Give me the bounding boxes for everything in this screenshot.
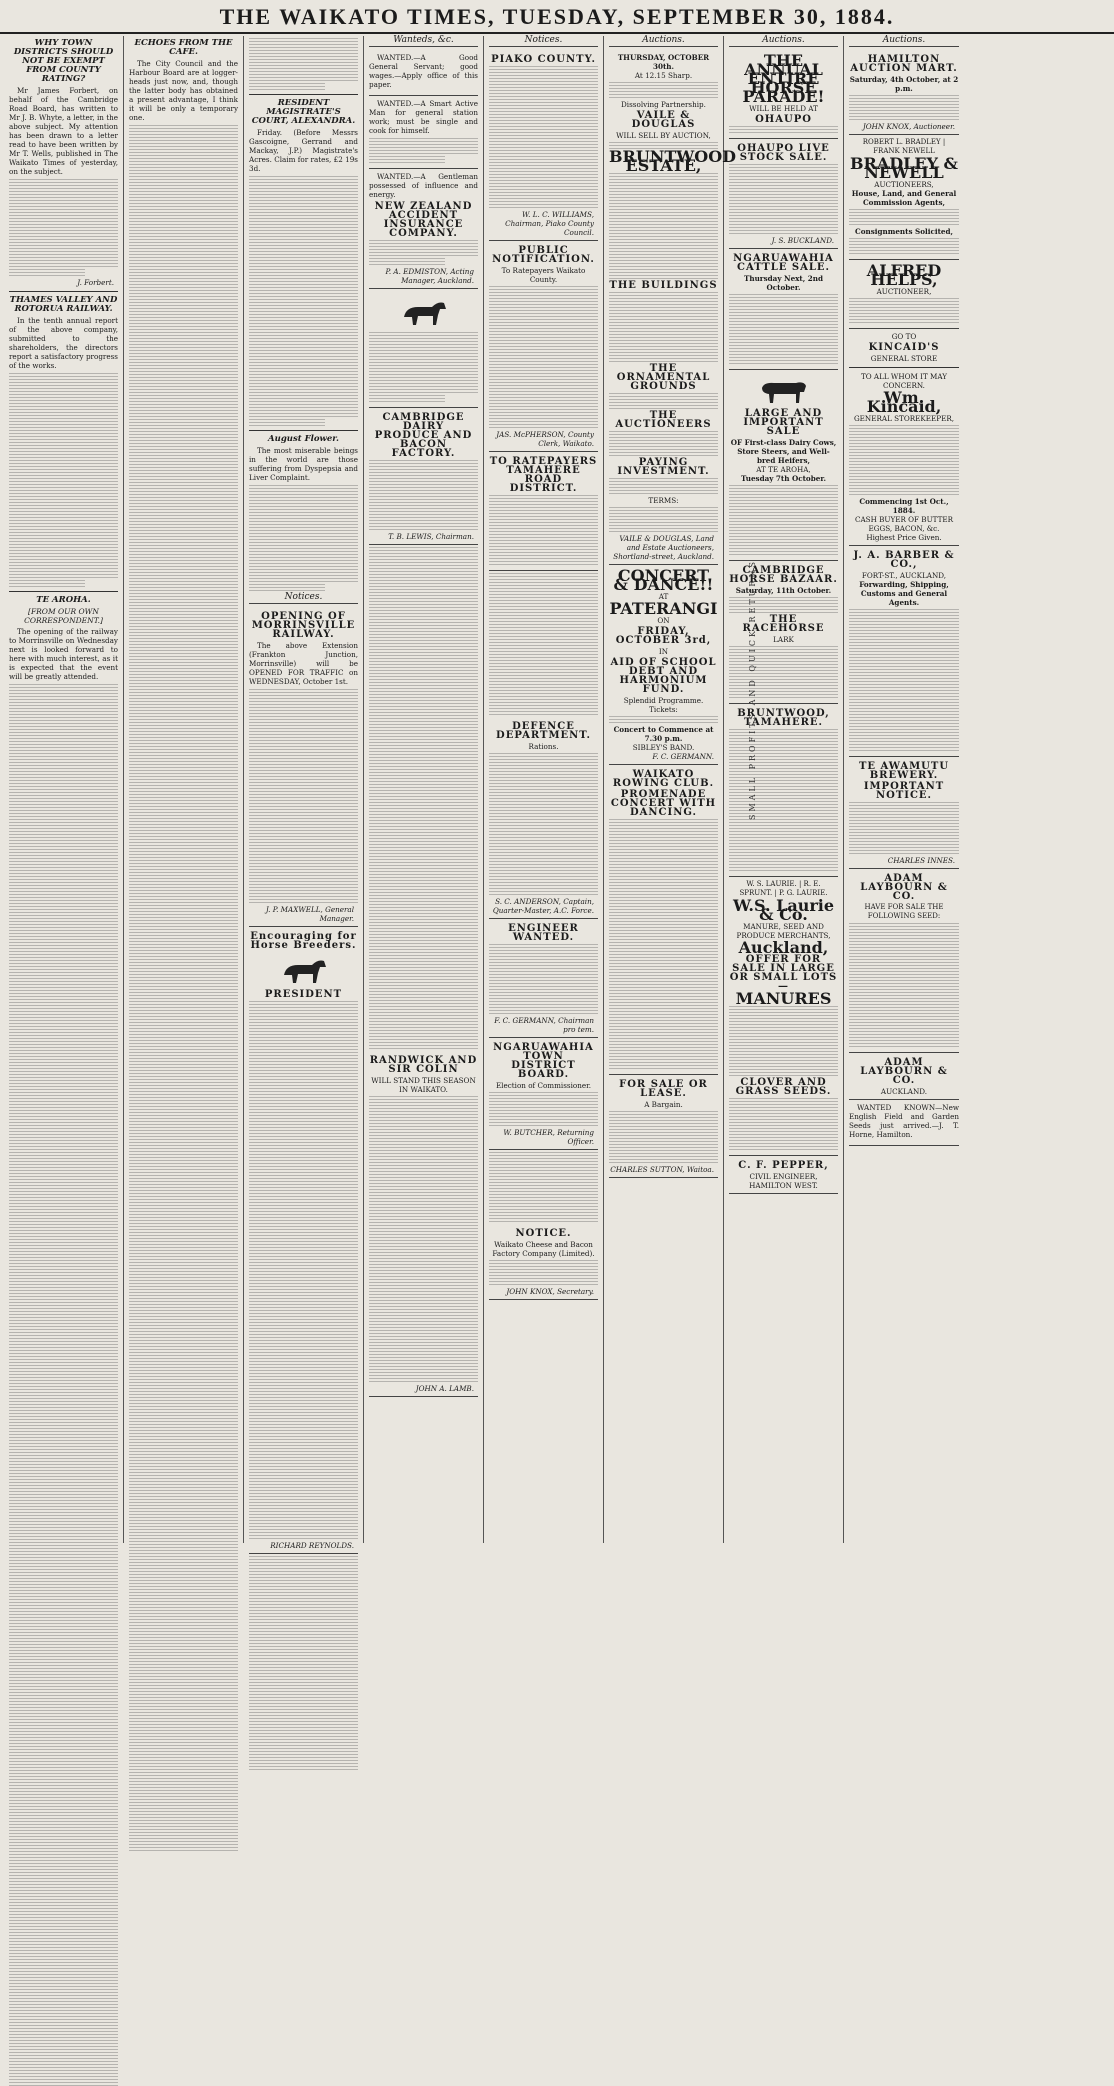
ad-title: CLOVER AND GRASS SEEDS. [735,1077,832,1097]
article-signature: J. Forbert. [77,278,114,287]
ad-subtitle: AUCTIONEER, [876,287,932,296]
ad-line: Highest Price Given. [866,533,942,542]
ad-signature: JOHN KNOX, Auctioneer. [862,122,955,131]
ad-title: ENGINEER WANTED. [508,923,579,943]
ad-title: FOR SALE OR LEASE. [619,1079,708,1099]
concert-date: FRIDAY, OCTOBER 3rd, [615,626,712,646]
column-7 [724,36,844,1543]
ad-subtitle: Dissolving Partnership. [621,100,706,109]
ad-line: IN [658,647,669,656]
article-body: In the tenth annual report of the above company, submitted to the shareholders, the directors report a satisfactory progress of the works. [9,316,118,370]
engineer-ad [489,919,598,1038]
public-notification-ad [489,241,598,452]
ad-title: THE AUCTIONEERS [615,410,712,430]
ad-signature: VAILE & DOUGLAS, Land and Estate Auctioneers, Shortland-street, Auckland. [613,534,714,561]
firm-name: Wm. Kincaid, [866,388,942,416]
ad-line: Commencing 1st Oct., 1884. [859,497,949,515]
ad-subtitle: Rations. [528,742,559,751]
ad-title: PAYING INVESTMENT. [617,457,710,477]
ad-subtitle: OF First-class Dairy Cows, Store Steers, and Well-bred Heifers, [730,438,837,465]
ad-title: DEFENCE DEPARTMENT. [496,721,591,741]
partner-names: ROBERT L. BRADLEY | FRANK NEWELL [862,138,946,155]
auctioneer-firm: VAILE & DOUGLAS [631,110,696,130]
ad-subtitle: HAVE FOR SALE THE FOLLOWING SEED: [864,903,944,920]
ad-subtitle: CIVIL ENGINEER, HAMILTON WEST. [749,1172,818,1190]
columns [0,34,1114,1550]
ad-title: LARGE AND IMPORTANT SALE [743,408,824,437]
article-title: ECHOES FROM THE CAFE. [134,38,233,57]
ad-title: AID OF SCHOOL DEBT AND HARMONIUM FUND. [610,657,717,695]
ad-subtitle: Election of Commissioner. [495,1081,592,1090]
ad-title: NGARUAWAHIA CATTLE SALE. [733,253,834,273]
article-title: WHY TOWN DISTRICTS SHOULD NOT BE EXEMPT FROM COUNTY RATING? [13,38,114,84]
article-title: THAMES VALLEY AND ROTORUA RAILWAY. [9,295,118,314]
ad-line: CASH BUYER OF BUTTER EGGS, BACON, &c. [854,515,954,533]
ad-title: NOTICE. [515,1228,572,1239]
ad-subtitle: WILL STAND THIS SEASON IN WAIKATO. [371,1076,476,1094]
ad-subtitle: Thursday Next, 2nd October. [744,274,823,292]
cattle-icon [756,376,812,406]
ad-line: WILL BE HELD AT [749,104,818,113]
section-heading: Wanteds, &c. [369,36,478,47]
article-body: Friday. (Before Messrs Gascoigne, Gerrand and Mackay, J.P.) Magistrate's Acres. Claim for rates, £2 19s 3d. [249,128,358,173]
article-body: The opening of the railway to Morrinsville on Wednesday next is looked forward to here with much interest, as it is expected that the event will be greatly attended. [9,627,118,681]
ad-signature: CHARLES SUTTON, Waitoa. [610,1165,714,1174]
horse-icon [396,295,452,329]
cheese-ad [489,1224,598,1300]
ngaruawahia-sale-ad [729,249,838,370]
ad-title: THE BUILDINGS [609,280,718,291]
wanted-ad [369,96,478,169]
ad-line: TO ALL WHOM IT MAY CONCERN. [860,372,948,390]
ad-title: TE AWAMUTU BREWERY. [858,761,950,781]
ad-subtitle: Waikato Cheese and Bacon Factory Company (Limited). [492,1240,595,1258]
ad-body: WANTED KNOWN—New English Field and Garden Seeds just arrived.—J. T. Horne, Hamilton. [849,1103,959,1139]
wanted-known-ad [849,1100,959,1146]
barber-ad [849,546,959,757]
ad-line: Forwarding, Shipping, Customs and General Agents. [859,580,949,607]
helps-ad [849,260,959,329]
ad-body: WANTED.—A Good General Servant; good wages.—Apply office of this paper. [369,53,478,89]
ad-signature: JAS. McPHERSON, County Clerk, Waikato. [496,430,594,448]
firm-name: BRADLEY & NEWELL [850,154,958,182]
column-1 [4,36,124,1543]
defence-ad [489,717,598,919]
ad-signature: RICHARD REYNOLDS. [270,1541,354,1550]
column-2 [124,36,244,1543]
sale-ad [609,1075,718,1178]
ad-body: WANTED.—A Smart Active Man for general station work; must be single and cook for himself. [369,99,478,135]
stallion-ad [369,289,478,408]
estate-title: BRUNTWOOD ESTATE, [609,147,737,175]
stallion-name: PRESIDENT [264,989,343,1000]
store-name: KINCAID'S [868,342,940,353]
ad-signature: JOHN A. LAMB. [415,1384,474,1393]
column-6 [604,35,737,1543]
firm-name: W.S. Laurie & Co. [732,896,835,924]
ad-subtitle: PROMENADE CONCERT WITH DANCING. [610,789,717,818]
ad-line: MANURE, SEED AND PRODUCE MERCHANTS, [736,922,831,940]
ad-title: NGARUAWAHIA TOWN DISTRICT BOARD. [493,1042,594,1080]
laybourn-ad-2 [849,1053,959,1100]
tamahere-ad [489,452,598,571]
wanted-ad [369,50,478,96]
section-heading: Auctions. [729,36,838,47]
large-sale-ad [729,370,838,561]
auction-date: THURSDAY, OCTOBER 30th. [617,53,710,71]
randwick-ad [369,1051,478,1397]
breeders-ad [249,927,358,1554]
concert-ad [609,565,718,765]
ad-line: WILL SELL BY AUCTION, [616,131,711,140]
article-subtitle: [FROM OUR OWN CORRESPONDENT.] [24,607,103,625]
ad-title: WAIKATO ROWING CLUB. [612,769,715,789]
ad-line: Tickets: [649,705,678,714]
article-body: The most miserable beings in the world are those suffering from Dyspepsia and Liver Complaint. [249,446,358,482]
ad-title: C. F. PEPPER, [738,1160,829,1171]
ad-line: House, Land, and General Commission Agents, [851,189,957,207]
article-body: Mr James Forbert, on behalf of the Cambridge Road Board, has written to Mr J. B. Whyte, a letter, in the above subject. My attention has been drawn to a letter read to have been written by Mr T. Wells, published in The Waikato Times of yesterday, on the subject. [9,86,118,176]
ad-line: GENERAL STOREKEEPER, [853,414,955,423]
concert-place: PATERANGI [609,599,718,618]
ad-title: Encouraging for Horse Breeders. [250,931,357,951]
horse-name: LARK [773,635,794,644]
column-3 [244,36,364,1550]
ad-title: CAMBRIDGE HORSE BAZAAR. [729,565,838,585]
ad-line: Consignments Solicited, [854,227,953,236]
ad-title: PIAKO COUNTY. [491,54,596,65]
ad-title: CAMBRIDGE DAIRY PRODUCE AND BACON FACTORY. [374,412,473,459]
auction-time: At 12.15 Sharp. [634,71,693,80]
ad-body: The above Extension (Frankton Junction, Morrinsville) will be OPENED FOR TRAFFIC on WEDNESDAY, October 1st. [249,641,358,686]
article-title: RESIDENT MAGISTRATE'S COURT, ALEXANDRA. [251,98,356,126]
ad-title: RANDWICK AND SIR COLIN [369,1055,478,1075]
ad-line: AT TE AROHA, [756,465,811,474]
masthead-title: THE WAIKATO TIMES, TUESDAY, SEPTEMBER 30, 1884. [0,0,1114,34]
kincaid-ad [849,329,959,546]
ad-title: THE ORNAMENTAL GROUNDS [616,363,711,392]
ad-line: AT [658,592,669,601]
pepper-ad [729,1156,838,1194]
ngaruawahia-ad [489,1038,598,1150]
section-heading: Auctions. [609,36,718,47]
ad-title: J. A. BARBER & CO., [853,550,955,570]
ad-title: ALFRED HELPS, [866,261,942,289]
ad-line: GO TO [891,332,917,341]
bruntwood-ad [729,704,838,877]
parade-ad [729,50,838,139]
brewery-ad [849,757,959,869]
ad-subtitle: IMPORTANT NOTICE. [863,781,945,801]
ad-line: OFFER FOR SALE IN LARGE OR SMALL LOTS— [729,954,838,992]
column-5 [484,36,604,1543]
horse-icon [276,953,332,987]
ad-body: WANTED.—A Gentleman possessed of influence and energy. [369,172,478,199]
concert-title: CONCERT & DANCE!! [613,566,714,594]
bazaar-ad [729,561,838,704]
railway-ad [249,607,358,927]
column-8 [844,36,964,1543]
ad-title: ADAM LAYBOURN & CO. [860,873,948,902]
dairy-ad [369,408,478,545]
ad-title: ADAM LAYBOURN & CO. [860,1057,948,1086]
ad-line: TERMS: [648,496,679,505]
section-heading: Auctions. [849,36,959,47]
ad-signature: F. C. GERMANN, Chairman pro tem. [494,1016,594,1034]
bradley-ad [849,135,959,260]
ad-signature: J. S. BUCKLAND. [771,236,834,245]
ad-title: HAMILTON AUCTION MART. [850,54,958,74]
ad-signature: T. B. LEWIS, Chairman. [388,532,474,541]
ad-signature: F. C. GERMANN. [652,752,714,761]
ad-title: BRUNTWOOD, TAMAHERE. [737,708,830,728]
ad-title: OHAUPO LIVE STOCK SALE. [737,143,830,163]
ad-line: ON [657,616,670,625]
laybourn-ad [849,869,959,1053]
ad-signature: CHARLES INNES. [887,856,955,865]
section-heading: Notices. [249,593,358,604]
ad-line: AUCTIONEERS, [874,180,934,189]
ad-title: PUBLIC NOTIFICATION. [492,245,595,265]
ad-line: SIBLEY'S BAND. [632,743,695,752]
ad-title: OPENING OF MORRINSVILLE RAILWAY. [251,611,356,640]
ad-signature: P. A. EDMISTON, Acting Manager, Auckland. [385,267,474,285]
ad-subtitle: Saturday, 11th October. [735,586,832,595]
rowing-ad [609,765,718,1075]
ad-line: OHAUPO [755,114,812,125]
ad-subtitle: A Bargain. [644,1100,683,1109]
ohaupo-ad [729,139,838,249]
partner-names: W. S. LAURIE. | R. E. SPRUNT. | P. G. LAURIE. [739,880,828,897]
section-heading: Notices. [489,36,598,47]
ad-line: Concert to Commence at 7.30 p.m. [613,725,714,743]
piako-ad [489,50,598,241]
article-title: TE AROHA. [36,595,91,605]
column-4 [364,36,484,1543]
laurie-ad [729,877,838,1156]
wanted-ad [369,169,478,289]
vaile-ad [609,50,737,565]
ad-signature: W. BUTCHER, Returning Officer. [503,1128,594,1146]
city-name: Auckland, [738,938,829,957]
ad-subtitle: To Ratepayers Waikato County. [501,266,586,284]
ad-line: Splendid Programme. [623,696,704,705]
ad-line: Tuesday 7th October. [741,474,826,483]
ad-signature: W. L. C. WILLIAMS, Chairman, Piako County Council. [505,210,594,237]
parade-title: THE ANNUAL ENTIRE HORSE PARADE! [742,51,825,106]
vertical-border-text: SMALL PROFITS AND QUICK RETURNS [748,559,757,820]
ad-signature: JOHN KNOX, Secretary. [506,1287,594,1296]
article-body: The City Council and the Harbour Board are at logger-heads just now, and, though the latter body has obtained a present advantage, I think it will be only a temporary one. [129,59,238,122]
hamilton-ad [849,50,959,135]
ad-signature: S. C. ANDERSON, Captain, Quarter-Master, A.C. Force. [492,897,594,915]
ad-title: THE RACEHORSE [742,614,825,634]
article-title: August Flower. [268,434,339,444]
ad-line: GENERAL STORE [870,354,938,363]
ad-subtitle: AUCKLAND. [880,1087,928,1096]
manures-title: MANURES [735,989,832,1008]
ad-subtitle: Saturday, 4th October, at 2 p.m. [849,75,959,93]
ad-signature: J. P. MAXWELL, General Manager. [265,905,354,923]
ad-title: NEW ZEALAND ACCIDENT INSURANCE COMPANY. [374,201,473,239]
ad-subtitle: FORT-ST., AUCKLAND, [861,571,947,580]
ad-title: TO RATEPAYERS TAMAHERE ROAD DISTRICT. [489,456,598,494]
